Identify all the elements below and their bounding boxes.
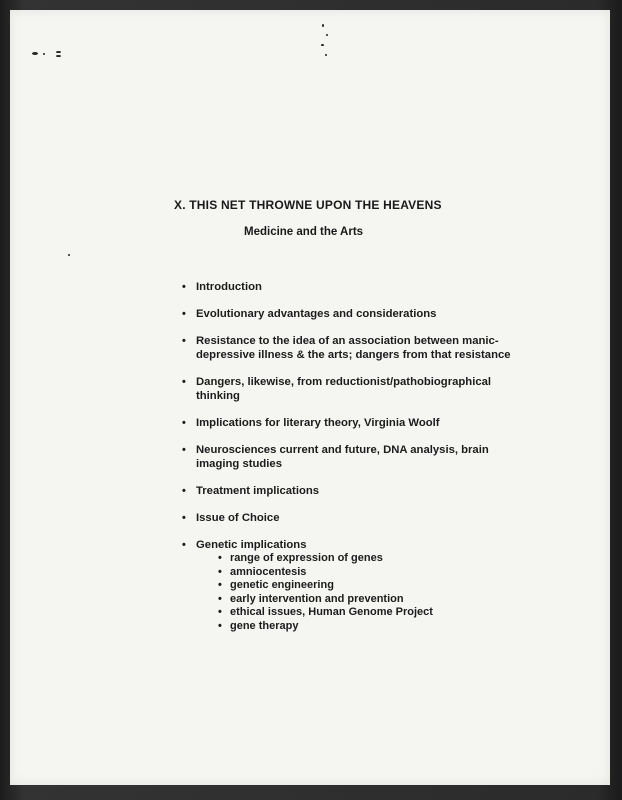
sub-list-item: • range of expression of genes — [216, 552, 520, 566]
scan-artifact — [325, 54, 327, 56]
list-item: • Neurosciences current and future, DNA analysis, brain imaging studies — [180, 443, 520, 471]
list-item: • Dangers, likewise, from reductionist/pathobiographical thinking — [180, 375, 520, 403]
scan-artifact — [326, 34, 328, 36]
scan-artifact — [32, 52, 38, 55]
section-heading: X. THIS NET THROWNE UPON THE HEAVENS — [174, 198, 442, 212]
scan-artifact — [321, 44, 324, 46]
scan-artifact — [56, 55, 61, 57]
list-item: • Evolutionary advantages and considerations — [180, 307, 520, 321]
section-subheading: Medicine and the Arts — [244, 226, 364, 238]
list-item: • Resistance to the idea of an association between manic-depressive illness & the arts; dangers from that resistance — [180, 334, 520, 362]
sub-list-item: • early intervention and prevention — [216, 593, 520, 607]
list-item: • Treatment implications — [180, 484, 520, 498]
list-item-genetic — [180, 538, 520, 633]
scan-artifact — [56, 51, 61, 53]
scan-artifact — [43, 53, 45, 55]
list-item: • Implications for literary theory, Virginia Woolf — [180, 416, 520, 430]
list-item: • Introduction — [180, 280, 520, 294]
sub-list-item: • gene therapy — [216, 620, 520, 634]
list-item-label: Genetic implications — [196, 539, 307, 551]
sub-list-item: • genetic engineering — [216, 579, 520, 593]
scan-artifact — [322, 24, 324, 27]
genetic-sublist — [216, 552, 520, 633]
list-item: • Issue of Choice — [180, 511, 520, 525]
scan-artifact — [68, 254, 70, 256]
document-page — [10, 10, 610, 785]
outline-list — [180, 280, 520, 633]
sub-list-item: • amniocentesis — [216, 566, 520, 580]
sub-list-item: • ethical issues, Human Genome Project — [216, 606, 520, 620]
